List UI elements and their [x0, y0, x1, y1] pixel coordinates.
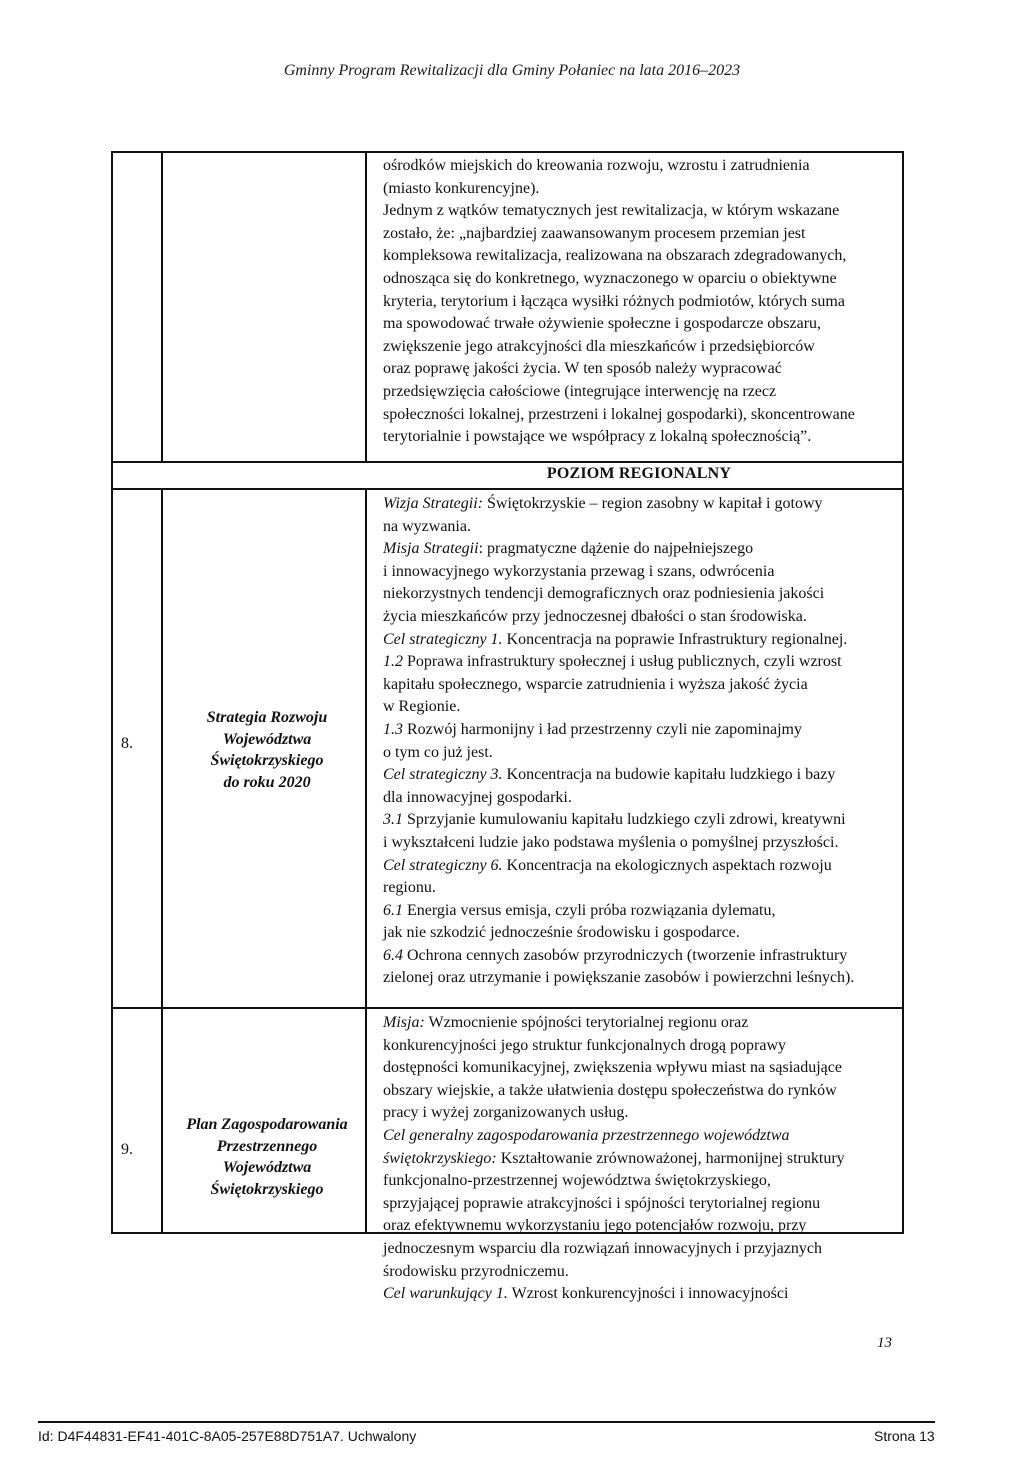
text-line [383, 719, 854, 742]
text-line [383, 561, 854, 584]
text-line [383, 967, 854, 990]
footer-page-label: Strona 13 [874, 1428, 935, 1444]
text-line [383, 493, 854, 516]
text-line [383, 1125, 845, 1148]
line-text: Koncentracja na ekologicznych aspektach rozwoju [502, 856, 832, 874]
text-line: ośrodków miejskich do kreowania rozwoju, wzrostu i zatrudnienia [383, 157, 810, 174]
text-line [383, 516, 854, 539]
text-line [383, 1080, 845, 1103]
text-line [383, 945, 854, 968]
text-line [383, 742, 854, 765]
document-name-line: Strategia Rozwoju [206, 709, 328, 726]
line-text: konkurencyjności jego struktur funkcjonalnych drogą poprawy [383, 1036, 787, 1054]
footer-divider [38, 1421, 935, 1423]
text-line [383, 1102, 845, 1125]
text-line [383, 674, 854, 697]
row-8-number: 8. [121, 735, 133, 752]
text-line: społeczności lokalnej, przestrzeni i lokalnej gospodarki), skoncentrowane [383, 405, 855, 423]
text-line [383, 900, 854, 923]
document-name-line: Przestrzennego [216, 1137, 318, 1155]
text-line: zostało, że: „najbardziej zaawansowanym procesem przemian jest [383, 224, 806, 242]
italic-label: Cel strategiczny 6. [383, 856, 503, 874]
italic-label: 1.2 [383, 653, 403, 671]
text-line [383, 696, 854, 719]
line-text: obszary wiejskie, a także ułatwienia dostępu społeczeństwa do rynków [383, 1081, 837, 1099]
line-text: sprzyjającej poprawie atrakcyjności i spójności terytorialnej regionu [383, 1194, 821, 1212]
text-line: (miasto konkurencyjne). [383, 179, 540, 197]
italic-label: 3.1 [383, 811, 403, 829]
document-name-line: do roku 2020 [223, 773, 311, 791]
line-text: Ochrona cennych zasobów przyrodniczych (tworzenie infrastruktury [403, 946, 848, 964]
line-text: życia mieszkańców przy jednoczesnej dbałości o stan środowiska. [383, 607, 807, 625]
section-header-regional: POZIOM REGIONALNY [546, 465, 732, 482]
line-text: funkcjonalno-przestrzennej województwa świętokrzyskiego, [383, 1172, 771, 1190]
text-line: odnosząca się do konkretnego, wyznaczonego w oparciu o obiektywne [383, 269, 837, 287]
text-line: kryteria, terytorium i łącząca wysiłki różnych podmiotów, których suma [383, 292, 845, 310]
italic-label: Misja: [383, 1014, 425, 1031]
italic-label: Cel strategiczny 1. [383, 630, 503, 648]
line-text: i innowacyjnego wykorzystania przewag i szans, odwrócenia [383, 562, 775, 580]
text-line [383, 1215, 845, 1238]
document-name-line: Plan Zagospodarowania [186, 1116, 348, 1133]
row-8-document-name [167, 707, 367, 793]
text-line [383, 1261, 845, 1284]
text-line: terytorialnie i powstające we współpracy z lokalną społecznością”. [383, 428, 812, 446]
row-9-document-name [167, 1114, 367, 1200]
text-line: ma spowodować trwałe ożywienie społeczne i gospodarcze obszaru, [383, 315, 822, 333]
document-header: Gminny Program Rewitalizacji dla Gminy Połaniec na lata 2016–2023 [283, 62, 741, 79]
text-line [383, 832, 854, 855]
text-line [383, 583, 854, 606]
line-text: i wykształceni ludzie jako podstawa myślenia o pomyślnej przyszłości. [383, 833, 839, 851]
italic-label: Cel warunkujący 1. [383, 1285, 508, 1303]
line-text: Rozwój harmonijny i ład przestrzenny czyli nie zapominajmy [403, 720, 802, 738]
italic-label: Misja Strategii [383, 540, 479, 558]
text-line [383, 809, 854, 832]
document-name-line: Świętokrzyskiego [210, 752, 324, 769]
line-text: Świętokrzyskie – region zasobny w kapitał i gotowy [483, 495, 823, 512]
text-line [383, 1035, 845, 1058]
line-text: dostępności komunikacyjnej, zwiększenia wpływu miast na sąsiadujące [383, 1059, 842, 1077]
text-line [383, 651, 854, 674]
document-name-line: Województwa [222, 730, 312, 748]
line-text: Energia versus emisja, czyli próba rozwiązania dylematu, [403, 901, 776, 919]
italic-label: Cel strategiczny 3. [383, 766, 503, 784]
text-line [383, 1193, 845, 1216]
italic-label: Wizja Strategii: [383, 495, 483, 512]
line-text: Poprawa infrastruktury społecznej i usług publicznych, czyli wzrost [403, 653, 842, 671]
line-text: pracy i wyżej zorganizowanych usług. [383, 1104, 629, 1122]
line-text: Kształtowanie zrównoważonej, harmonijnej struktury [496, 1149, 845, 1167]
text-line [383, 787, 854, 810]
footer-document-id: Id: D4F44831-EF41-401C-8A05-257E88D751A7. Uchwalony [38, 1428, 417, 1444]
line-text: w Regionie. [383, 698, 461, 716]
top-block-text [383, 155, 855, 449]
text-line [383, 764, 854, 787]
line-text: o tym co już jest. [383, 743, 493, 761]
line-text: Koncentracja na poprawie Infrastruktury regionalnej. [502, 630, 848, 648]
text-line: oraz poprawę jakości życia. W ten sposób należy wypracować [383, 360, 782, 378]
italic-label: Cel generalny zagospodarowania przestrzennego województwa [383, 1126, 790, 1144]
line-text: regionu. [383, 879, 436, 897]
text-line: przedsięwzięcia całościowe (integrujące interwencję na rzecz [383, 382, 777, 400]
line-text: : pragmatyczne dążenie do najpełniejszego [478, 540, 754, 558]
text-line: kompleksowa rewitalizacja, realizowana na obszarach zdegradowanych, [383, 247, 847, 265]
text-line [383, 1170, 845, 1193]
row-9-description [383, 1012, 845, 1306]
text-line [383, 1238, 845, 1261]
line-text: jednoczesnym wsparciu dla rozwiązań innowacyjnych i przyjaznych [383, 1239, 822, 1257]
text-line [383, 606, 854, 629]
line-text: na wyzwania. [383, 517, 471, 535]
line-text: jak nie szkodzić jednocześnie środowisku i gospodarce. [383, 924, 740, 942]
line-text: środowisku przyrodniczemu. [383, 1262, 569, 1280]
page-number: 13 [877, 1335, 892, 1351]
italic-label: 6.1 [383, 901, 403, 919]
text-line: zwiększenie jego atrakcyjności dla mieszkańców i przedsiębiorców [383, 337, 815, 355]
text-line [383, 538, 854, 561]
line-text: Wzrost konkurencyjności i innowacyjności [507, 1285, 789, 1303]
document-name-line: Województwa [222, 1159, 312, 1176]
italic-label: 1.3 [383, 720, 403, 738]
text-line [383, 1283, 845, 1306]
text-line [383, 1148, 845, 1171]
text-line [383, 629, 854, 652]
row-8-description [383, 493, 854, 990]
line-text: Sprzyjanie kumulowaniu kapitału ludzkiego czyli zdrowi, kreatywni [403, 811, 846, 829]
text-line: Jednym z wątków tematycznych jest rewitalizacja, w którym wskazane [383, 202, 840, 220]
italic-label: świętokrzyskiego: [383, 1149, 497, 1167]
text-line [383, 855, 854, 878]
line-text: dla innowacyjnej gospodarki. [383, 788, 572, 806]
text-line [383, 1057, 845, 1080]
text-line [383, 1012, 845, 1035]
text-line [383, 877, 854, 900]
line-text: oraz efektywnemu wykorzystaniu jego potencjałów rozwoju, przy [383, 1217, 807, 1235]
italic-label: 6.4 [383, 946, 403, 964]
document-name-line: Świętokrzyskiego [210, 1180, 324, 1198]
line-text: Koncentracja na budowie kapitału ludzkiego i bazy [502, 766, 836, 784]
line-text: Wzmocnienie spójności terytorialnej regionu oraz [424, 1014, 749, 1031]
line-text: kapitału społecznego, wsparcie zatrudnienia i wyższa jakość życia [383, 675, 808, 693]
row-9-number: 9. [121, 1141, 133, 1158]
text-line [383, 922, 854, 945]
line-text: zielonej oraz utrzymanie i powiększanie zasobów i powierzchni leśnych). [383, 969, 855, 987]
line-text: niekorzystnych tendencji demograficznych oraz podniesienia jakości [383, 585, 825, 603]
